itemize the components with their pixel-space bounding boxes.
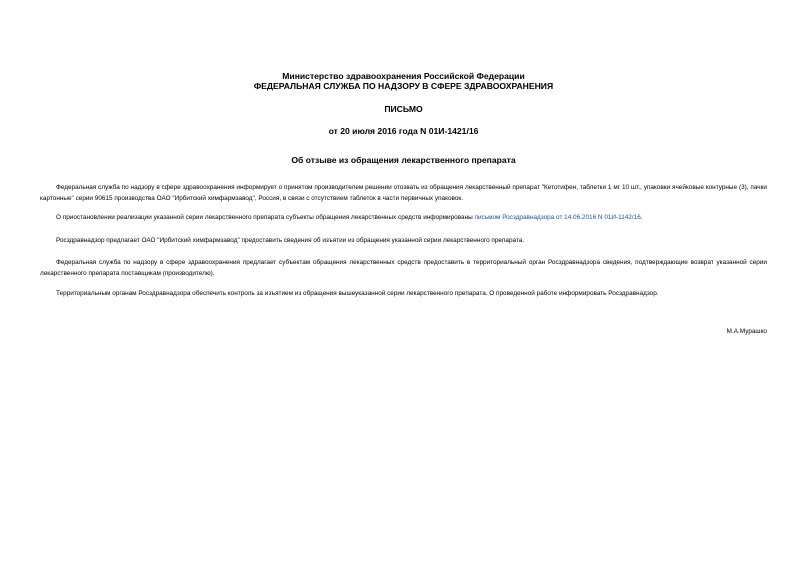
paragraph-territorial-control: Территориальным органам Росздравнадзора обеспечить контроль за изъятием из обращения вышеуказанной серии лекарственного препарата. О проведенной работе информировать Росздравнадзор. [56,290,659,297]
signature: М.А.Мурашко [726,328,767,335]
paragraph-subjects-request: Федеральная служба по надзору в сфере здравоохранения предлагает субъектам обращения лекарственных средств предоставить в территориальный орган Росздравнадзора сведения, подтверждающие возврат указанной серии лекарственного препарата поставщикам (производителю). [40,259,767,277]
document-subject: Об отзыве из обращения лекарственного препарата [291,155,516,165]
paragraph-suspension-text: О приостановлении реализации указанной серии лекарственного препарата субъекты обращения лекарственных средств информированы [56,214,473,221]
document-number: от 20 июля 2016 года N 01И-1421/16 [328,126,479,136]
document-type: ПИСЬМО [384,104,423,114]
paragraph-manufacturer-request: Росздравнадзор предлагает ОАО "Ирбитский химфармзавод" предоставить сведения об изъятии из обращения указанной серии лекарственного препарата. [56,237,525,244]
paragraph-suspension-end: . [640,214,643,221]
letter-reference-link[interactable]: письмом Росздравнадзора от 14.06.2016 N 01И-1142/16 [474,214,641,221]
paragraph-recall-notice: Федеральная служба по надзору в сфере здравоохранения информирует о принятом производителем решении отозвать из обращения лекарственный препарат "Кетотифен, таблетки 1 мг 10 шт., упаковки ячейковые контурные (3), пачки картонные" серии 90615 производства ОАО "Ирбитский химфармзавод", Россия, в связи с отсутствием таблеток в части первичных упаковок. [40,184,767,202]
paragraph-suspension [40,213,767,224]
ministry-heading: Министерство здравоохранения Российской Федерации [282,71,525,81]
service-heading: ФЕДЕРАЛЬНАЯ СЛУЖБА ПО НАДЗОРУ В СФЕРЕ ЗДРАВООХРАНЕНИЯ [253,81,554,91]
